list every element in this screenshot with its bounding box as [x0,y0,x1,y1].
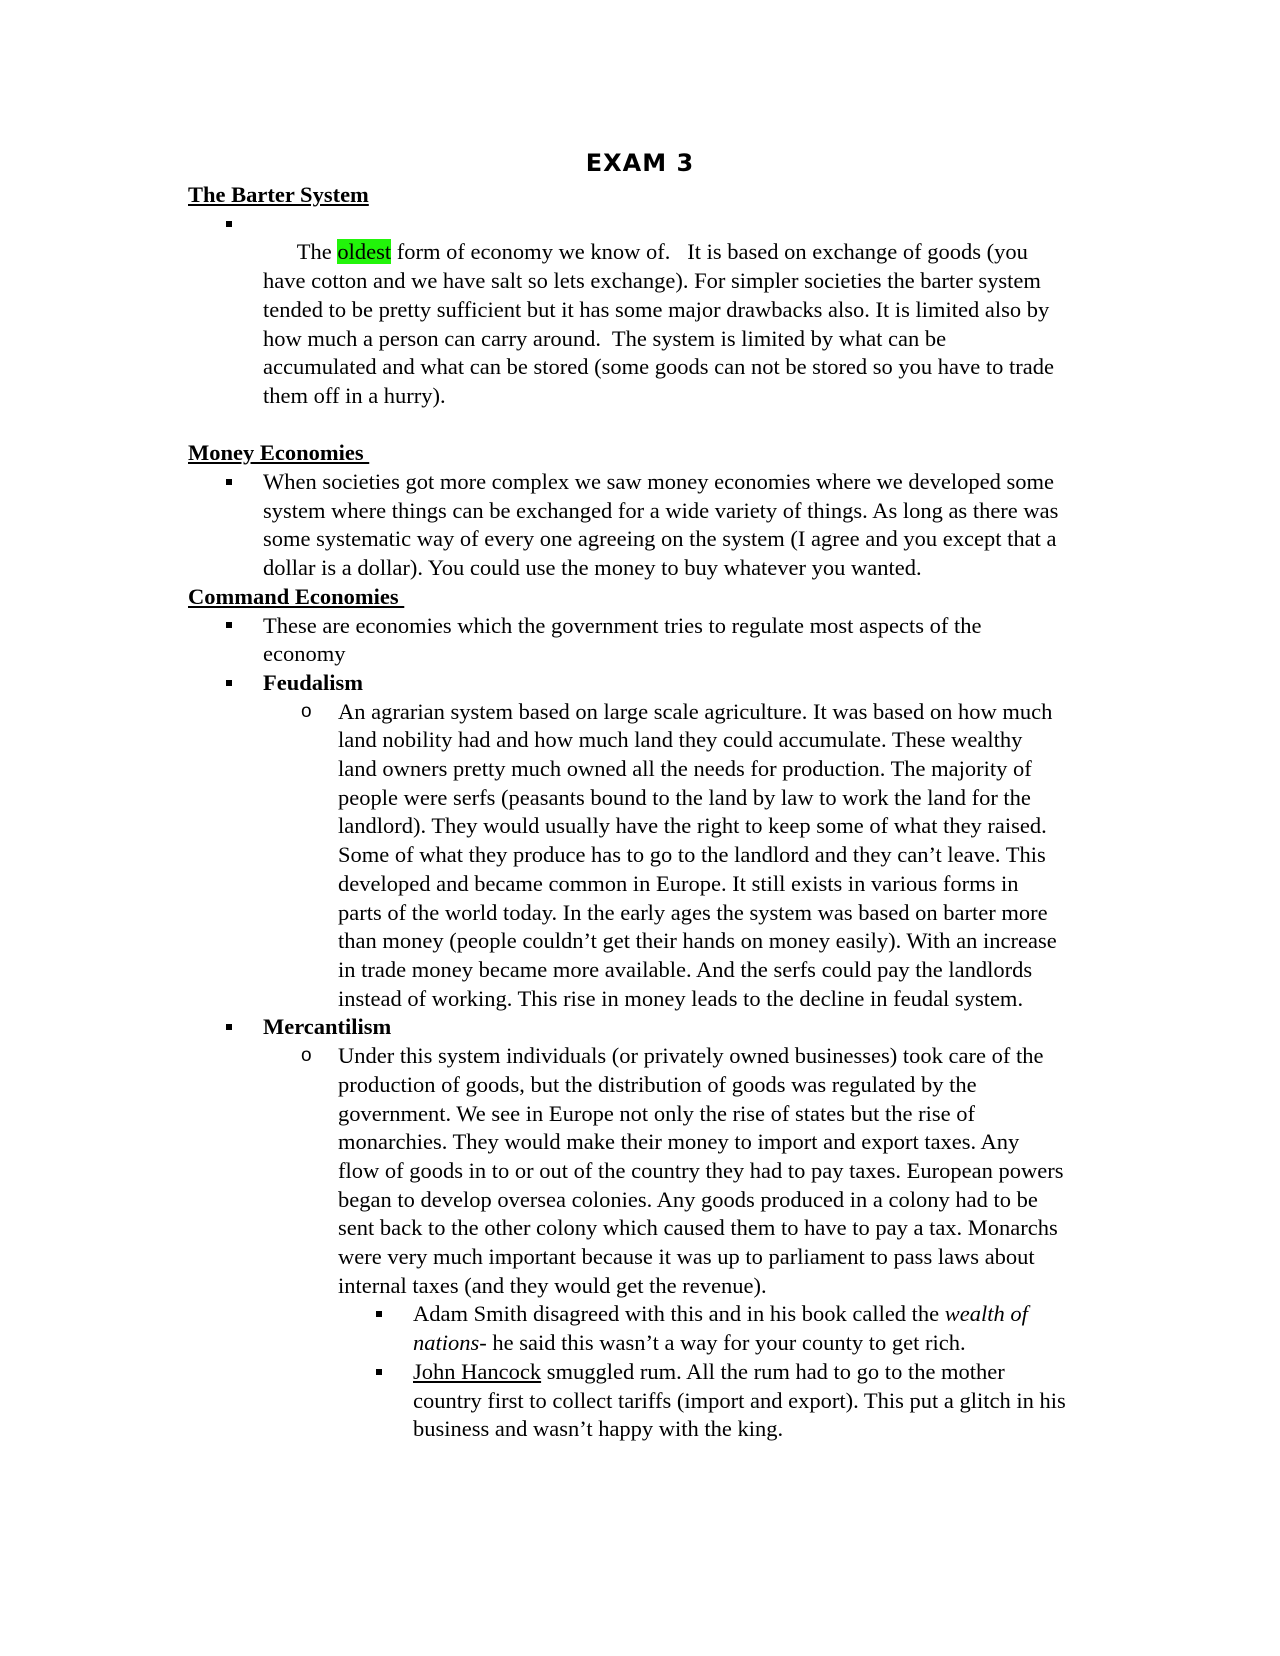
subheading-feudalism: Feudalism [263,669,364,695]
square-bullet-icon [376,1358,396,1387]
list-item [188,1300,1066,1357]
list-item [188,698,1064,1014]
square-bullet-icon [226,210,246,239]
smith-text-after: - he said this wasn’t a way for your county to get rich. [479,1330,966,1356]
list-item [188,1042,1064,1300]
list-item [188,1358,1066,1444]
list-item [188,210,1063,440]
command-text: These are economies which the government tries to regulate most aspects of the economy [263,612,982,667]
section-heading-barter: The Barter System [188,182,369,207]
circle-bullet-icon: o [301,700,312,722]
hancock-text-after: smuggled rum. All the rum had to go to the mother country first to collect tariffs (import and export). This put a glitch in his business and wasn’t happy with the king. [413,1358,1066,1442]
section-heading-money: Money Economies [188,440,370,466]
feudalism-text: An agrarian system based on large scale agriculture. It was based on how much land nobility had and how much land they could accumulate. These wealthy land owners pretty much owned all the needs for production. The majority of people were serfs (peasants bound to the land by law to work the land for the landlord). They would usually have the right to keep some of what they raised. Some of what they produce has to go to the landlord and they can’t leave. This developed and became common in Europe. It still exists in various forms in parts of the world today. In the early ages the system was based on barter more than money (people couldn’t get their hands on money easily). With an increase in trade money became more available. And the serfs could pay the landlords instead of working. This rise in money leads to the decline in feudal system. [338,698,1057,1011]
smith-text-before: Adam Smith disagreed with this and in his book called the [413,1301,945,1327]
square-bullet-icon [226,468,246,497]
list-item [188,1013,1063,1042]
money-text: When societies got more complex we saw money economies where we developed some system where things can be exchanged for a wide variety of things. As long as there was some systematic way of every one agreeing on the system (I agree and you except that a dollar is a dollar). You could use the money to buy whatever you wanted. [263,469,1059,581]
subheading-mercantilism: Mercantilism [263,1014,392,1040]
list-item [188,468,1063,583]
underlined-name: John Hancock [413,1358,542,1384]
barter-text-before: The [296,239,338,265]
list-item [188,669,1063,698]
book-title: wealth of nations [413,1301,1028,1356]
circle-bullet-icon: o [301,1045,312,1067]
list-item [188,612,1063,669]
page-title: EXAM 3 [585,149,695,177]
mercantilism-text: Under this system individuals (or privately owned businesses) took care of the production of goods, but the distribution of goods was regulated by the government. We see in Europe not only the rise of states but the rise of monarchies. They would make their money to import and export taxes. Any flow of goods in to or out of the country they had to pay taxes. European powers began to develop oversea colonies. Any goods produced in a colony had to be sent back to the other colony which caused them to have to pay a tax. Monarchs were very much important because it was up to parliament to pass laws about internal taxes (and they would get the revenue). [338,1043,1064,1298]
square-bullet-icon [226,669,246,698]
square-bullet-icon [226,612,246,641]
square-bullet-icon [226,1013,246,1042]
section-heading-command: Command Economies [188,583,405,609]
barter-text-after: form of economy we know of. It is based on exchange of goods (you have cotton and we have salt so lets exchange). For simpler societies the barter system tended to be pretty sufficient but it has some major drawbacks also. It is limited also by how much a person can carry around. The system is limited by what can be accumulated and what can be stored (some goods can not be stored so you have to trade them off in a hurry). [263,239,1060,408]
highlighted-word: oldest [337,239,392,265]
square-bullet-icon [376,1300,396,1329]
document-body [188,181,1088,1444]
